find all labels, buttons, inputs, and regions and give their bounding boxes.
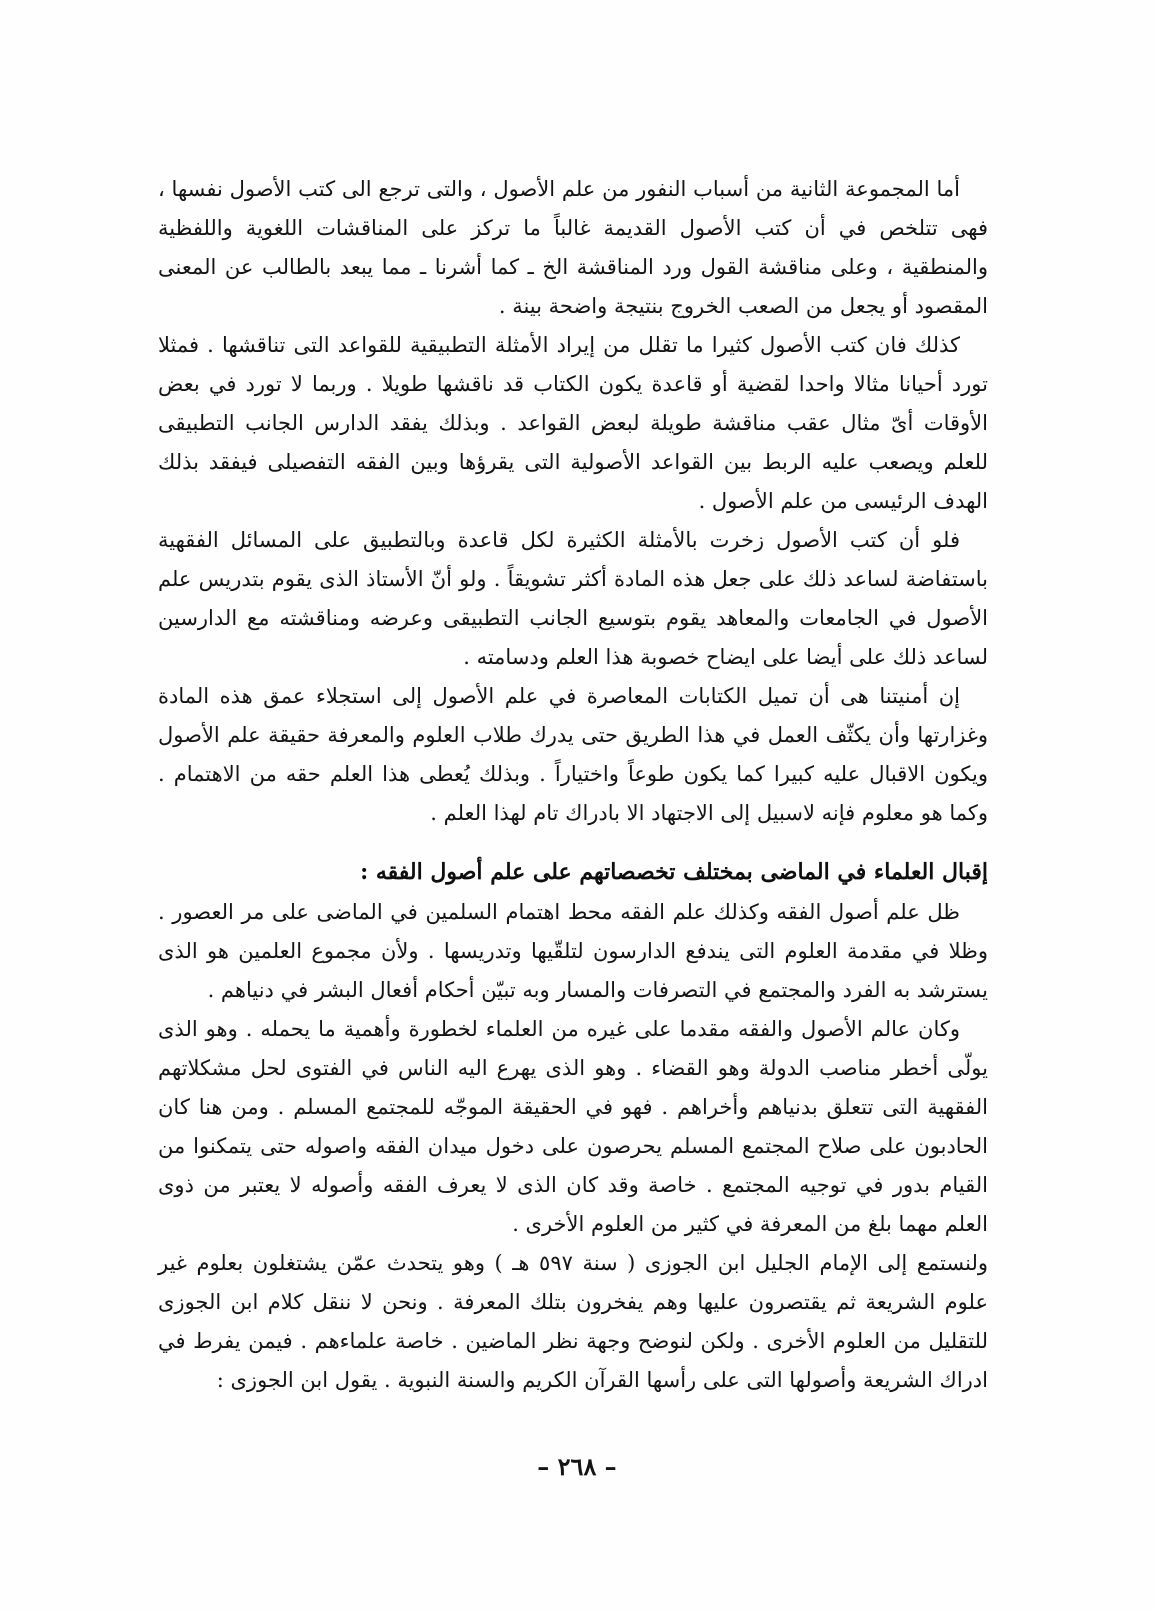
paragraph-4: إن أمنيتنا هى أن تميل الكتابات المعاصرة في علم الأصول إلى استجلاء عمق هذه المادة وغزارتها وأن يكثّف العمل في هذا الطريق حتى يدرك طلاب العلوم والمعرفة حقيقة علم الأصول ويكون الاقبال عليه كبيرا كما يكون طوعاً واختياراً . وبذلك يُعطى هذا العلم حقه من الاهتمام . وكما هو معلوم فإنه لاسبيل إلى الاجتهاد الا بادراك تام لهذا العلم . bbox=[158, 684, 988, 825]
section-gap bbox=[158, 833, 988, 847]
paragraph-1: أما المجموعة الثانية من أسباب النفور من علم الأصول ، والتى ترجع الى كتب الأصول نفسها ، فهى تتلخص في أن كتب الأصول القديمة غالباً ما تركز على المناقشات اللغوية واللفظية والمنطقية ، وعلى مناقشة القول ورد المناقشة الخ ـ كما أشرنا ـ مما يبعد بالطالب عن المعنى المقصود أو يجعل من الصعب الخروج بنتيجة واضحة بينة . bbox=[158, 177, 988, 318]
body-text bbox=[158, 170, 988, 1400]
paragraph-3: فلو أن كتب الأصول زخرت بالأمثلة الكثيرة لكل قاعدة وبالتطبيق على المسائل الفقهية باستفاضة لساعد ذلك على جعل هذه المادة أكثر تشويقاً . ولو أنّ الأستاذ الذى يقوم بتدريس علم الأصول في الجامعات والمعاهد يقوم بتوسيع الجانب التطبيقى وعرضه ومناقشته مع الدارسين لساعد ذلك على أيضا على ايضاح خصوبة هذا العلم ودسامته . bbox=[158, 528, 989, 669]
paragraph-2: كذلك فان كتب الأصول كثيرا ما تقلل من إيراد الأمثلة التطبيقية للقواعد التى تناقشها . فمثلا تورد أحيانا مثالا واحدا لقضية أو قاعدة يكون الكتاب قد ناقشها طويلا . وربما لا تورد في بعض الأوقات أىّ مثال عقب مناقشة طويلة لبعض القواعد . وبذلك يفقد الدارس الجانب التطبيقى للعلم ويصعب عليه الربط بين القواعد الأصولية التى يقرؤها وبين الفقه التفصيلى فيفقد بذلك الهدف الرئيسى من علم الأصول . bbox=[158, 333, 988, 513]
section-heading: إقبال العلماء في الماضى بمختلف تخصصاتهم على علم أصول الفقه : bbox=[360, 859, 988, 885]
paragraph-7: ولنستمع إلى الإمام الجليل ابن الجوزى ( سنة ٥٩٧ هـ ) وهو يتحدث عمّن يشتغلون بعلوم غير علوم الشريعة ثم يقتصرون عليها وهم يفخرون بتلك المعرفة . ونحن لا ننقل كلام ابن الجوزى للتقليل من العلوم الأخرى . ولكن لنوضح وجهة نظر الماضين . خاصة علماءهم . فيمن يفرط في ادراك الشريعة وأصولها التى على رأسها القرآن الكريم والسنة النبوية . يقول ابن الجوزى : bbox=[158, 1251, 989, 1392]
paragraph-6: وكان عالم الأصول والفقه مقدما على غيره من العلماء لخطورة وأهمية ما يحمله . وهو الذى يولّى أخطر مناصب الدولة وهو القضاء . وهو الذى يهرع اليه الناس في الفتوى لحل مشكلاتهم الفقهية التى تتعلق بدنياهم وأخراهم . فهو في الحقيقة الموجّه للمجتمع المسلم . ومن هنا كان الحادبون على صلاح المجتمع المسلم يحرصون على دخول ميدان الفقه واصوله حتى يتمكنوا من القيام بدور في توجيه المجتمع . خاصة وقد كان الذى لا يعرف الفقه وأصوله لا يعتبر من ذوى العلم مهما بلغ من المعرفة في كثير من العلوم الأخرى . bbox=[158, 1017, 988, 1236]
paragraph-5: ظل علم أصول الفقه وكذلك علم الفقه محط اهتمام السلمين في الماضى على مر العصور . وظلا في مقدمة العلوم التى يندفع الدارسون لتلقّيها وتدريسها . ولأن مجموع العلمين هو الذى يسترشد به الفرد والمجتمع في التصرفات والمسار وبه تبيّن أحكام أفعال البشر في دنياهم . bbox=[158, 900, 988, 1002]
page-number: – ٢٦٨ – bbox=[537, 1452, 617, 1481]
